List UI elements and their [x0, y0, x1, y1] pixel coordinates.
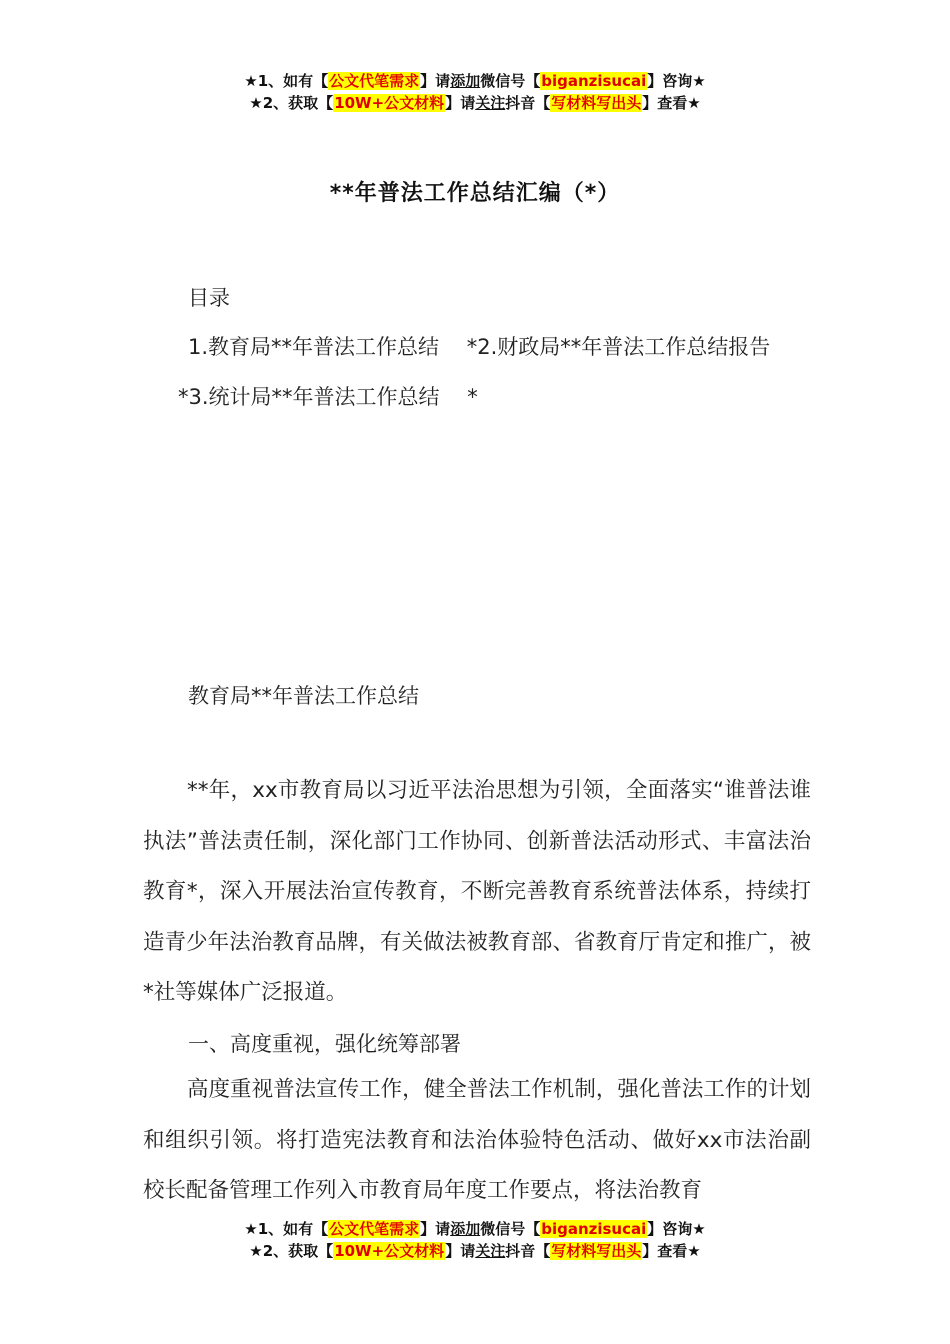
promo-line-2: ★2、获取【10W+公文材料】请关注抖音【写材料写出头】查看★ — [249, 1242, 701, 1260]
highlight-materials: 10W+公文材料 — [334, 94, 445, 112]
highlight-douyin-id: 写材料写出头 — [551, 94, 642, 112]
highlight-wechat-id: biganzisucai — [541, 1220, 647, 1238]
promo-line-1: ★1、如有【公文代笔需求】请添加微信号【biganzisucai】咨询★ — [244, 1220, 706, 1238]
toc-line-2: *3.统计局**年普法工作总结 * — [178, 385, 478, 409]
promo-banner-top — [0, 70, 950, 114]
highlight-service: 公文代笔需求 — [329, 1220, 420, 1238]
paragraph-intro: **年，xx市教育局以习近平法治思想为引领，全面落实“谁普法谁执法”普法责任制，深化部门工作协同、创新普法活动形式、丰富法治教育*，深入开展法治宣传教育，不断完善教育系统普法体系，持续打造青少年法治教育品牌，有关做法被教育部、省教育厅肯定和推广，被*社等媒体广泛报道。 — [143, 778, 811, 1005]
toc-line-1: 1.教育局**年普法工作总结 *2.财政局**年普法工作总结报告 — [188, 335, 771, 359]
highlight-materials: 10W+公文材料 — [334, 1242, 445, 1260]
highlight-service: 公文代笔需求 — [329, 72, 420, 90]
heading-1: 一、高度重视，强化统筹部署 — [188, 1032, 461, 1056]
paragraph-2: 高度重视普法宣传工作，健全普法工作机制，强化普法工作的计划和组织引领。将打造宪法教育和法治体验特色活动、做好xx市法治副校长配备管理工作列入市教育局年度工作要点，将法治教育 — [143, 1077, 811, 1203]
promo-line-1: ★1、如有【公文代笔需求】请添加微信号【biganzisucai】咨询★ — [244, 72, 706, 90]
toc-heading: 目录 — [188, 286, 230, 310]
highlight-wechat-id: biganzisucai — [541, 72, 647, 90]
promo-line-2: ★2、获取【10W+公文材料】请关注抖音【写材料写出头】查看★ — [249, 94, 701, 112]
document-title: **年普法工作总结汇编（*） — [329, 181, 621, 206]
section-title: 教育局**年普法工作总结 — [188, 684, 419, 708]
highlight-douyin-id: 写材料写出头 — [551, 1242, 642, 1260]
promo-banner-bottom — [0, 1218, 950, 1262]
